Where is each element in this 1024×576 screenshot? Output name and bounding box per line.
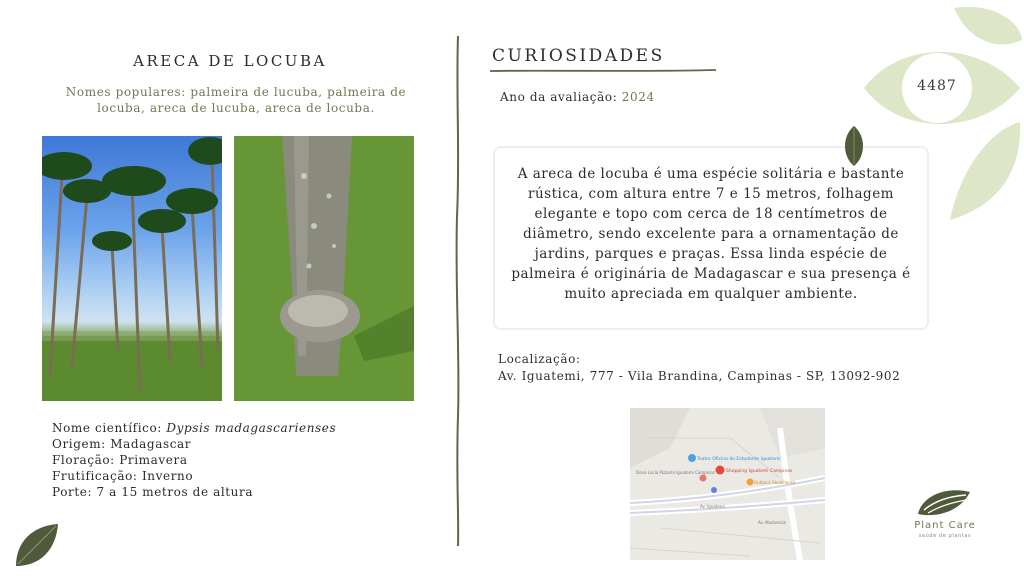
plant-details <box>52 420 432 500</box>
logo-leaf-icon <box>916 486 972 518</box>
map-label-pizzeria: Dona Lúcia Pizzaria Iguatemi Campinas <box>636 470 715 475</box>
vertical-divider <box>452 36 464 546</box>
origin-line: Origem: Madagascar <box>52 437 192 451</box>
location-map[interactable] <box>630 408 825 560</box>
location-label: Localização: <box>498 352 581 366</box>
small-leaf-icon <box>842 126 866 166</box>
description-text: A areca de locuba é uma espécie solitária e bastante rústica, com altura entre 7 e 15 metros, folhagem elegante e topo com cerca de 18 centímetros de diâmetro, sendo excelente para a ornamentação de jardins, parques e praças. Essa linda espécie de palmeira é originária de Madagascar e sua presença é muito apreciada em qualquer ambiente. <box>511 166 911 302</box>
map-label-theater: Teatro Oficina do Estudante Iguatemi <box>697 457 781 462</box>
palm-trunk-photo <box>234 136 414 401</box>
shopping-pin-icon <box>716 466 725 475</box>
evaluation-year <box>500 90 655 104</box>
map-label-av-iguatemi: Av. Iguatemi <box>700 504 725 509</box>
logo-name: Plant Care <box>914 520 976 531</box>
location-address: Av. Iguatemi, 777 - Vila Brandina, Campinas - SP, 13092-902 <box>498 369 901 383</box>
scientific-name-line <box>52 420 432 436</box>
plant-title: ARECA DE LOCUBA <box>133 52 327 70</box>
evaluation-id: 4487 <box>917 78 957 94</box>
pizzeria-pin-icon <box>700 475 707 482</box>
curiosities-title: CURIOSIDADES <box>492 46 665 66</box>
evaluation-year-value: 2024 <box>621 90 655 104</box>
scientific-name-value: Dypsis madagascarienses <box>166 421 337 435</box>
theater-pin-icon <box>688 454 696 462</box>
decorative-leaves-icon <box>860 0 1024 225</box>
flowering-line: Floração: Primavera <box>52 453 188 467</box>
shop-pin-icon <box>711 487 717 493</box>
palm-grove-photo <box>42 136 222 401</box>
scientific-name-label: Nome científico: <box>52 421 167 435</box>
map-label-restaurant: Outback Steakhouse <box>754 480 796 485</box>
map-label-shopping: Shopping Iguatemi Campinas <box>726 469 793 474</box>
logo-tagline: saúde de plantas <box>918 533 972 539</box>
bottom-leaf-icon <box>12 522 60 570</box>
title-underline <box>490 68 716 74</box>
size-line: Porte: 7 a 15 metros de altura <box>52 485 254 499</box>
plant-care-logo <box>900 486 990 542</box>
restaurant-pin-icon <box>747 479 754 486</box>
fruiting-line: Frutificação: Inverno <box>52 469 194 483</box>
map-label-av-mackenzie: Av. Mackenzie <box>758 520 787 525</box>
popular-names: Nomes populares: palmeira de lucuba, palmeira de locuba, areca de lucuba, areca de locuba. <box>65 85 407 115</box>
evaluation-label: Ano da avaliação: <box>500 90 622 104</box>
